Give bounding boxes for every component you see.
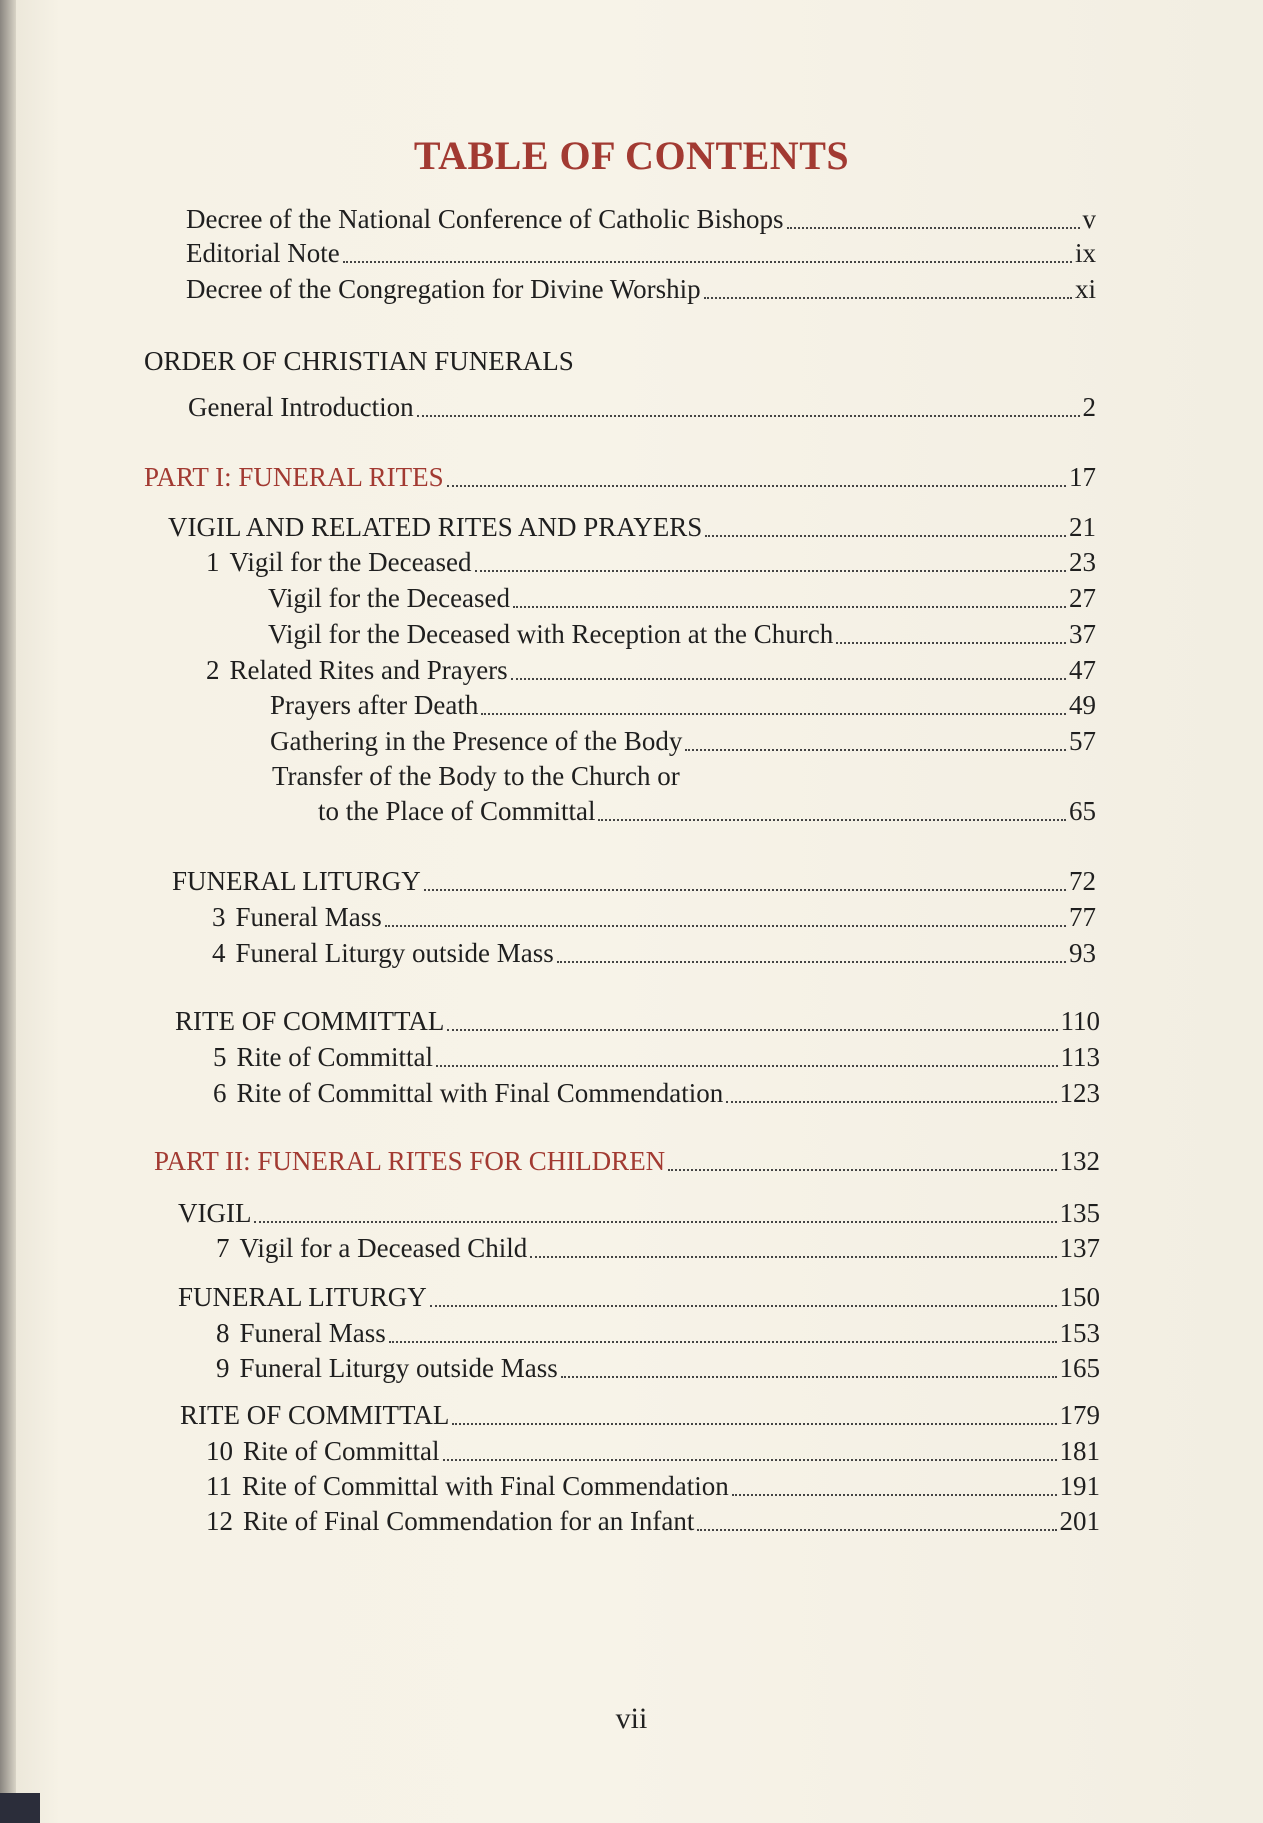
toc-entry: 10 Rite of Committal 181 — [206, 1436, 1100, 1466]
book-spine-shadow — [0, 0, 16, 1823]
toc-entry: Gathering in the Presence of the Body 57 — [270, 726, 1096, 756]
toc-entry: Decree of the Congregation for Divine Worship xi — [186, 274, 1096, 304]
toc-entry: 9 Funeral Liturgy outside Mass 165 — [216, 1353, 1100, 1383]
toc-entry: 1 Vigil for the Deceased 23 — [206, 547, 1096, 577]
part-heading: PART I: FUNERAL RITES 17 — [144, 462, 1096, 492]
toc-entry: General Introduction 2 — [188, 392, 1096, 422]
toc-entry: 3 Funeral Mass 77 — [212, 902, 1096, 932]
toc-entry: VIGIL 135 — [178, 1198, 1100, 1228]
toc-entry: 4 Funeral Liturgy outside Mass 93 — [212, 938, 1096, 968]
page-number: vii — [615, 1702, 648, 1735]
toc-entry: 6 Rite of Committal with Final Commendation 123 — [213, 1078, 1100, 1108]
toc-entry: 8 Funeral Mass 153 — [216, 1318, 1100, 1348]
toc-entry: Decree of the National Conference of Catholic Bishops v — [186, 204, 1096, 234]
toc-entry: 5 Rite of Committal 113 — [213, 1042, 1100, 1072]
toc-entry: FUNERAL LITURGY 72 — [172, 866, 1096, 896]
section-heading: ORDER OF CHRISTIAN FUNERALS — [144, 346, 574, 376]
toc-entry-line1: Transfer of the Body to the Church or — [272, 761, 680, 791]
toc-entry: 2 Related Rites and Prayers 47 — [206, 655, 1096, 685]
toc-entry: Vigil for the Deceased 27 — [268, 583, 1096, 613]
toc-entry: Vigil for the Deceased with Reception at the Church 37 — [268, 619, 1096, 649]
toc-entry: RITE OF COMMITTAL 179 — [180, 1400, 1100, 1430]
toc-entry: 12 Rite of Final Commendation for an Infant 201 — [206, 1506, 1100, 1536]
toc-entry: FUNERAL LITURGY 150 — [178, 1282, 1100, 1312]
toc-entry: RITE OF COMMITTAL 110 — [175, 1006, 1100, 1036]
toc-entry: to the Place of Committal 65 — [318, 796, 1096, 826]
background-corner — [0, 1793, 40, 1823]
page-title: TABLE OF CONTENTS — [413, 133, 850, 178]
toc-entry: 7 Vigil for a Deceased Child 137 — [216, 1233, 1100, 1263]
toc-entry: 11 Rite of Committal with Final Commendation 191 — [206, 1471, 1100, 1501]
toc-entry: Editorial Note ix — [186, 238, 1096, 268]
toc-entry: VIGIL AND RELATED RITES AND PRAYERS 21 — [168, 512, 1096, 542]
part-heading: PART II: FUNERAL RITES FOR CHILDREN 132 — [154, 1146, 1100, 1176]
toc-entry: Prayers after Death 49 — [270, 690, 1096, 720]
